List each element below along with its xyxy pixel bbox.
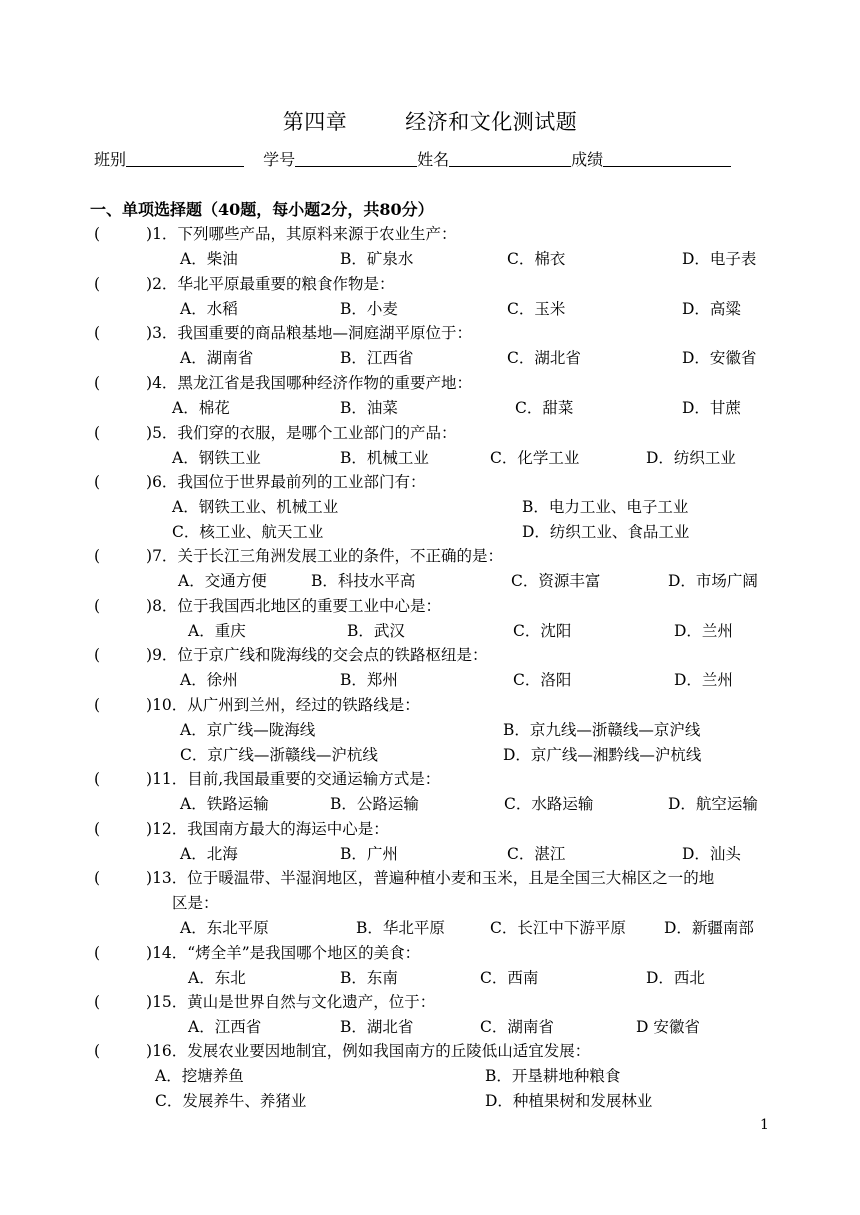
option-c[interactable]: C．湛江 <box>507 845 566 863</box>
page-title <box>0 106 860 136</box>
option-d[interactable]: D．电子表 <box>682 250 757 268</box>
option-b[interactable]: B．华北平原 <box>356 919 445 937</box>
question-text: 我国重要的商品粮基地—洞庭湖平原位于： <box>177 324 472 342</box>
question-text-continued: 区是： <box>172 894 219 912</box>
score-label: 成绩 <box>571 150 604 169</box>
question-16 <box>94 1039 590 1061</box>
option-d[interactable]: D．兰州 <box>674 671 733 689</box>
question-number: 10． <box>152 696 188 714</box>
option-d[interactable]: D．高粱 <box>682 300 741 318</box>
option-b[interactable]: B．江西省 <box>340 349 414 367</box>
option-c[interactable]: C．化学工业 <box>490 449 580 467</box>
question-13 <box>94 866 714 888</box>
option-b[interactable]: B．京九线—浙赣线—京沪线 <box>503 721 701 739</box>
class-label: 班别 <box>94 150 127 169</box>
class-blank[interactable] <box>126 151 244 167</box>
option-d[interactable]: D．新疆南部 <box>664 919 754 937</box>
question-text: 位于暖温带、半湿润地区，普遍种植小麦和玉米，且是全国三大棉区之一的地 <box>187 869 715 887</box>
question-text: 目前,我国最重要的交通运输方式是： <box>187 770 441 788</box>
option-d[interactable]: D．兰州 <box>674 622 733 640</box>
option-b[interactable]: B．油菜 <box>340 399 398 417</box>
question-text: 我国南方最大的海运中心是： <box>187 820 389 838</box>
option-c[interactable]: C．甜菜 <box>515 399 574 417</box>
option-a[interactable]: A．湖南省 <box>180 349 254 367</box>
answer-blank-close: ) <box>146 820 153 838</box>
id-blank[interactable] <box>295 151 417 167</box>
answer-blank[interactable]: ( <box>94 275 101 293</box>
option-c[interactable]: C．长江中下游平原 <box>490 919 626 937</box>
option-c[interactable]: C．资源丰富 <box>511 572 601 590</box>
question-text: 我国位于世界最前列的工业部门有： <box>177 473 426 491</box>
name-label: 姓名 <box>417 150 450 169</box>
option-a[interactable]: A．钢铁工业、机械工业 <box>172 498 339 516</box>
option-d[interactable]: D．市场广阔 <box>668 572 758 590</box>
answer-blank[interactable]: ( <box>94 473 101 491</box>
question-number: 3． <box>152 324 178 342</box>
answer-blank-close: ) <box>146 770 153 788</box>
question-number: 8． <box>152 597 178 615</box>
question-8 <box>94 594 441 616</box>
answer-blank-close: ) <box>146 1042 153 1060</box>
option-c[interactable]: C．玉米 <box>507 300 566 318</box>
option-c[interactable]: C．京广线—浙赣线—沪杭线 <box>180 746 378 764</box>
question-text: 下列哪些产品，其原料来源于农业生产： <box>177 225 457 243</box>
question-text: 华北平原最重要的粮食作物是： <box>177 275 395 293</box>
question-text: 我们穿的衣服，是哪个工业部门的产品： <box>177 424 457 442</box>
question-7 <box>94 544 503 566</box>
id-label: 学号 <box>263 150 296 169</box>
question-number: 9． <box>152 646 178 664</box>
question-text: 从广州到兰州，经过的铁路线是： <box>187 696 420 714</box>
option-d[interactable]: D 安徽省 <box>636 1018 700 1036</box>
question-text: 关于长江三角洲发展工业的条件，不正确的是： <box>177 547 503 565</box>
question-15 <box>94 990 435 1012</box>
answer-blank[interactable]: ( <box>94 696 101 714</box>
answer-blank-close: ) <box>146 324 153 342</box>
question-1 <box>94 222 456 244</box>
question-text: 黄山是世界自然与文化遗产，位于： <box>187 993 436 1011</box>
student-info-line <box>94 147 731 170</box>
question-text: 黑龙江省是我国哪种经济作物的重要产地： <box>177 374 472 392</box>
option-c[interactable]: C．核工业、航天工业 <box>172 523 324 541</box>
option-b[interactable]: B．公路运输 <box>330 795 419 813</box>
question-text: 发展农业要因地制宜，例如我国南方的丘陵低山适宜发展： <box>187 1042 591 1060</box>
title-name: 经济和文化测试题 <box>405 110 578 134</box>
answer-blank[interactable]: ( <box>94 547 101 565</box>
option-c[interactable]: C．湖南省 <box>480 1018 554 1036</box>
question-14 <box>94 941 420 963</box>
name-blank[interactable] <box>449 151 571 167</box>
option-c[interactable]: C．湖北省 <box>507 349 581 367</box>
answer-blank[interactable]: ( <box>94 820 101 838</box>
option-b[interactable]: B．小麦 <box>340 300 398 318</box>
answer-blank-close: ) <box>146 225 153 243</box>
question-number: 6． <box>152 473 178 491</box>
option-b[interactable]: B．郑州 <box>340 671 398 689</box>
question-4 <box>94 371 472 393</box>
option-b[interactable]: B．机械工业 <box>340 449 429 467</box>
answer-blank-close: ) <box>146 473 153 491</box>
option-a[interactable]: A．东北 <box>188 969 246 987</box>
answer-blank-close: ) <box>146 424 153 442</box>
question-number: 12． <box>152 820 188 838</box>
question-3 <box>94 321 472 343</box>
question-10 <box>94 693 420 715</box>
option-a[interactable]: A．东北平原 <box>180 919 269 937</box>
question-9 <box>94 643 487 665</box>
answer-blank[interactable]: ( <box>94 944 101 962</box>
option-a[interactable]: A．挖塘养鱼 <box>155 1067 244 1085</box>
option-b[interactable]: B．科技水平高 <box>311 572 416 590</box>
question-5 <box>94 421 456 443</box>
option-b[interactable]: B．矿泉水 <box>340 250 414 268</box>
answer-blank[interactable]: ( <box>94 1042 101 1060</box>
question-11 <box>94 767 440 789</box>
answer-blank-close: ) <box>146 597 153 615</box>
answer-blank[interactable]: ( <box>94 770 101 788</box>
question-number: 13． <box>152 869 188 887</box>
answer-blank-close: ) <box>146 696 153 714</box>
option-b[interactable]: B．武汉 <box>347 622 405 640</box>
option-a[interactable]: A．江西省 <box>188 1018 262 1036</box>
answer-blank[interactable]: ( <box>94 374 101 392</box>
question-number: 2． <box>152 275 178 293</box>
page-number: 1 <box>760 1117 769 1133</box>
option-a[interactable]: A．棉花 <box>172 399 230 417</box>
question-number: 16． <box>152 1042 188 1060</box>
option-d[interactable]: D．种植果树和发展林业 <box>485 1092 653 1110</box>
answer-blank[interactable]: ( <box>94 869 101 887</box>
answer-blank-close: ) <box>146 993 153 1011</box>
question-number: 7． <box>152 547 178 565</box>
option-d[interactable]: D．甘蔗 <box>682 399 741 417</box>
question-number: 14． <box>152 944 188 962</box>
answer-blank[interactable]: ( <box>94 646 101 664</box>
answer-blank[interactable]: ( <box>94 993 101 1011</box>
question-12 <box>94 817 389 839</box>
option-d[interactable]: D．西北 <box>646 969 705 987</box>
option-a[interactable]: A．铁路运输 <box>180 795 269 813</box>
title-chapter: 第四章 <box>282 110 348 134</box>
option-b[interactable]: B．开垦耕地种粮食 <box>485 1067 621 1085</box>
option-a[interactable]: A．钢铁工业 <box>172 449 261 467</box>
question-number: 5． <box>152 424 178 442</box>
answer-blank[interactable]: ( <box>94 225 101 243</box>
option-d[interactable]: D．航空运输 <box>668 795 758 813</box>
option-d[interactable]: D．纺织工业、食品工业 <box>522 523 690 541</box>
question-number: 1． <box>152 225 178 243</box>
option-d[interactable]: D．纺织工业 <box>646 449 736 467</box>
option-d[interactable]: D．汕头 <box>682 845 741 863</box>
option-b[interactable]: B．广州 <box>340 845 398 863</box>
option-c[interactable]: C．西南 <box>480 969 539 987</box>
answer-blank-close: ) <box>146 547 153 565</box>
answer-blank-close: ) <box>146 869 153 887</box>
option-b[interactable]: B．东南 <box>340 969 398 987</box>
option-a[interactable]: A．徐州 <box>180 671 238 689</box>
question-6 <box>94 470 425 492</box>
question-number: 15． <box>152 993 188 1011</box>
option-c[interactable]: C．沈阳 <box>513 622 572 640</box>
answer-blank-close: ) <box>146 944 153 962</box>
question-2 <box>94 272 394 294</box>
answer-blank[interactable]: ( <box>94 424 101 442</box>
answer-blank-close: ) <box>146 646 153 664</box>
question-number: 11． <box>152 770 188 788</box>
option-c[interactable]: C．发展养牛、养猪业 <box>155 1092 307 1110</box>
option-a[interactable]: A．柴油 <box>180 250 238 268</box>
option-c[interactable]: C．洛阳 <box>513 671 572 689</box>
option-c[interactable]: C．水路运输 <box>504 795 594 813</box>
option-b[interactable]: B．湖北省 <box>340 1018 414 1036</box>
question-text: 位于京广线和陇海线的交会点的铁路枢纽是： <box>177 646 488 664</box>
answer-blank[interactable]: ( <box>94 597 101 615</box>
option-b[interactable]: B．电力工业、电子工业 <box>522 498 689 516</box>
option-a[interactable]: A．交通方便 <box>178 572 267 590</box>
option-a[interactable]: A．京广线—陇海线 <box>180 721 316 739</box>
option-a[interactable]: A．北海 <box>180 845 238 863</box>
option-a[interactable]: A．水稻 <box>180 300 238 318</box>
question-text: “烤全羊”是我国哪个地区的美食： <box>187 944 421 962</box>
option-c[interactable]: C．棉衣 <box>507 250 566 268</box>
question-number: 4． <box>152 374 178 392</box>
section-heading: 一、单项选择题（40题，每小题2分，共80分） <box>90 200 434 219</box>
option-d[interactable]: D．京广线—湘黔线—沪杭线 <box>503 746 702 764</box>
answer-blank-close: ) <box>146 374 153 392</box>
answer-blank[interactable]: ( <box>94 324 101 342</box>
option-a[interactable]: A．重庆 <box>188 622 246 640</box>
question-text: 位于我国西北地区的重要工业中心是： <box>177 597 441 615</box>
option-d[interactable]: D．安徽省 <box>682 349 757 367</box>
answer-blank-close: ) <box>146 275 153 293</box>
score-blank[interactable] <box>603 151 731 167</box>
